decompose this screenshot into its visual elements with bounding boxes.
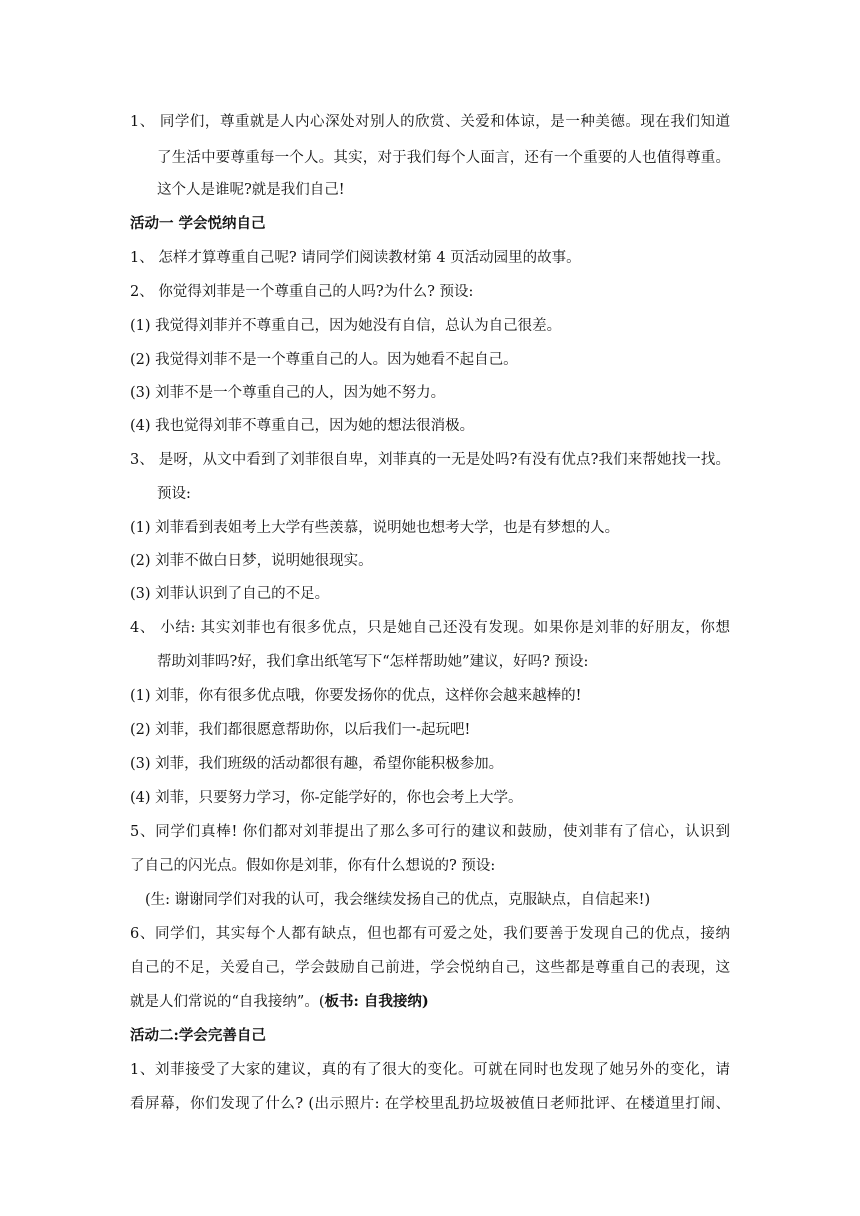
paragraph-line [130, 992, 429, 1012]
paragraph-line: 自己的不足，关爱自己，学会鼓励自己前进，学会悦纳自己，这些都是尊重自己的表现，这 [130, 960, 730, 976]
list-item-continuation: 预设: [157, 486, 191, 502]
list-item-continuation: 帮助刘菲吗?好，我们拿出纸笔写下“怎样帮助她”建议，好吗? 预设: [157, 654, 589, 670]
section-heading-activity-2: 活动二:学会完善自己 [130, 1027, 266, 1044]
paragraph-intro-line-1: 1、 同学们，尊重就是人内心深处对别人的欣赏、关爱和体谅，是一种美德。现在我们知道 [130, 114, 730, 130]
sub-list-item: (3) 刘菲认识到了自己的不足。 [130, 586, 330, 602]
paragraph-line: 6、同学们，其实每个人都有缺点，但也都有可爱之处，我们要善于发现自己的优点，接纳 [130, 926, 730, 942]
paragraph-intro-line-3: 这个人是谁呢?就是我们自己! [157, 182, 345, 198]
list-item: 2、 你觉得刘菲是一个尊重自己的人吗?为什么? 预设: [130, 284, 474, 300]
sub-list-item: (4) 刘菲，只要努力学习，你-定能学好的，你也会考上大学。 [130, 790, 523, 806]
sub-list-item: (4) 我也觉得刘菲不尊重自己，因为她的想法很消极。 [130, 418, 475, 434]
sub-list-item: (3) 刘菲，我们班级的活动都很有趣，希望你能积极参加。 [130, 756, 504, 772]
sub-list-item: (2) 我觉得刘菲不是一个尊重自己的人。因为她看不起自己。 [130, 352, 518, 368]
list-item: 1、 怎样才算尊重自己呢? 请同学们阅读教材第 4 页活动园里的故事。 [130, 250, 581, 266]
section-heading-activity-1: 活动一 学会悦纳自己 [130, 215, 266, 232]
text-run: 就是人们常说的“自我接纳”。( [130, 994, 325, 1010]
list-item: 4、 小结: 其实刘菲也有很多优点，只是她自己还没有发现。如果你是刘菲的好朋友，你想 [130, 620, 730, 636]
paragraph-intro-line-2: 了生活中要尊重每一个人。其实，对于我们每个人面言，还有一个重要的人也值得尊重。 [157, 150, 730, 166]
sub-list-item: (1) 刘菲，你有很多优点哦，你要发扬你的优点，这样你会越来越棒的! [130, 688, 582, 704]
board-note: 板书: 自我接纳) [324, 993, 429, 1010]
sub-list-item: (2) 刘菲不做白日梦，说明她很现实。 [130, 553, 373, 569]
paragraph-line: 看屏幕，你们发现了什么? (出示照片: 在学校里乱扔垃圾被值日老师批评、在楼道里打闹、 [130, 1096, 730, 1112]
paragraph-line: 了自己的闪光点。假如你是刘菲，你有什么想说的? 预设: [130, 858, 496, 874]
list-item: 3、 是呀，从文中看到了刘菲很自卑，刘菲真的一无是处吗?有没有优点?我们来帮她找一找。 [130, 452, 730, 468]
sub-list-item: (1) 我觉得刘菲并不尊重自己，因为她没有自信，总认为自己很差。 [130, 318, 562, 334]
sub-list-item: (2) 刘菲，我们都很愿意帮助你，以后我们一-起玩吧! [130, 722, 471, 738]
sub-list-item: (1) 刘菲看到表姐考上大学有些羡慕，说明她也想考大学，也是有梦想的人。 [130, 520, 620, 536]
paragraph-line: (生: 谢谢同学们对我的认可，我会继续发扬自己的优点，克服缺点，自信起来!) [145, 892, 651, 908]
paragraph-line: 5、同学们真棒! 你们都对刘菲提出了那么多可行的建议和鼓励，使刘菲有了信心，认识到 [130, 824, 730, 840]
paragraph-line: 1、刘菲接受了大家的建议，真的有了很大的变化。可就在同时也发现了她另外的变化，请 [130, 1062, 730, 1078]
sub-list-item: (3) 刘菲不是一个尊重自己的人，因为她不努力。 [130, 385, 446, 401]
